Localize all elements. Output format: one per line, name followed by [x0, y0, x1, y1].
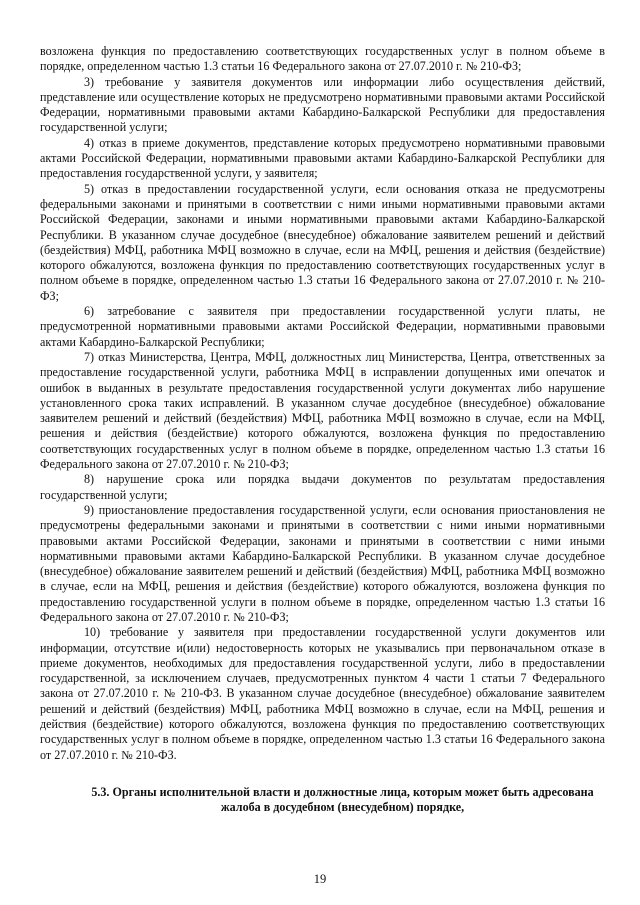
list-item-8: 8) нарушение срока или порядка выдачи документов по результатам предоставления государственной услуги; — [40, 472, 605, 502]
list-item-3: 3) требование у заявителя документов или информации либо осуществления действий, представление или осуществление которых не предусмотрено нормативными правовыми актами Российской Федерации, нормативными правовыми актами Кабардино-Балкарской Республики для предоставления государственной услуги; — [40, 74, 605, 135]
list-item-9: 9) приостановление предоставления государственной услуги, если основания приостановления не предусмотрены федеральными законами и принятыми в соответствии с ними иными нормативными правовыми актами Российской Федерации, законами и принятыми в соответствии с ними иными нормативными правовыми актами Кабардино-Балкарской Республики. В указанном случае досудебное (внесудебное) обжалование заявителем решений и действий (бездействия) МФЦ, работника МФЦ возможно в случае, если на МФЦ, решения и действия (бездействие) которого обжалуются, возложена функция по предоставлению государственной услуги в полном объеме в порядке, определенном частью 1.3 статьи 16 Федерального закона от 27.07.2010 г. № 210-ФЗ; — [40, 502, 605, 624]
section-heading: 5.3. Органы исполнительной власти и должностные лица, которым может быть адресована жалоба в досудебном (внесудебном) порядке, — [91, 784, 594, 815]
list-item-10: 10) требование у заявителя при предоставлении государственной услуги документов или информации, отсутствие и(или) недостоверность которых не указывались при первоначальном отказе в приеме документов, необходимых для предоставления государственной услуги, либо в предоставлении государственной, за исключением случаев, предусмотренных пунктом 4 части 1 статьи 7 Федерального закона от 27.07.2010 г. № 210-ФЗ. В указанном случае досудебное (внесудебное) обжалование заявителем решений и действий (бездействия) МФЦ, работника МФЦ возможно в случае, если на МФЦ, решения и действия (бездействие) которого обжалуются, возложена функция по предоставлению соответствующих государственных услуг в полном объеме в порядке, определенном частью 1.3 статьи 16 Федерального закона от 27.07.2010 г. № 210-ФЗ. — [40, 625, 605, 762]
list-item-7: 7) отказ Министерства, Центра, МФЦ, должностных лиц Министерства, Центра, ответственных за предоставление государственной услуги, работника МФЦ в исправлении допущенных ими опечаток и ошибок в выданных в результате предоставления государственной услуги документах либо нарушение установленного срока таких исправлений. В указанном случае досудебное (внесудебное) обжалование заявителем решений и действий (бездействия) МФЦ, работника МФЦ возможно в случае, если на МФЦ, решения и действия (бездействие) которого обжалуются, возложена функция по предоставлению соответствующих государственных услуг в полном объеме в порядке, определенном частью 1.3 статьи 16 Федерального закона от 27.07.2010 г. № 210-ФЗ; — [40, 349, 605, 472]
list-item-5: 5) отказ в предоставлении государственной услуги, если основания отказа не предусмотрены федеральными законами и принятыми в соответствии с ними иными нормативными правовыми актами Российской Федерации, законами и иными нормативными правовыми актами Кабардино-Балкарской Республики. В указанном случае досудебное (внесудебное) обжалование заявителем решений и действий (бездействия) МФЦ, работника МФЦ возможно в случае, если на МФЦ, решения и действия (бездействие) которого обжалуются, возложена функция по предоставлению соответствующих государственных услуг в полном объеме в порядке, определенном частью 1.3 статьи 16 Федерального закона от 27.07.2010 г. № 210-ФЗ; — [40, 181, 605, 303]
document-page — [40, 44, 605, 816]
page-number: 19 — [313, 872, 327, 886]
paragraph-continuation: возложена функция по предоставлению соответствующих государственных услуг в полном объеме в порядке, определенном частью 1.3 статьи 16 Федерального закона от 27.07.2010 г. № 210-ФЗ; — [40, 44, 605, 74]
list-item-6: 6) затребование с заявителя при предоставлении государственной услуги платы, не предусмотренной нормативными правовыми актами Российской Федерации, нормативными правовыми актами Кабардино-Балкарской Республики; — [40, 304, 605, 349]
list-item-4: 4) отказ в приеме документов, представление которых предусмотрено нормативными правовыми актами Российской Федерации, нормативными правовыми актами Кабардино-Балкарской Республики для предоставления государственной услуги, у заявителя; — [40, 135, 605, 181]
